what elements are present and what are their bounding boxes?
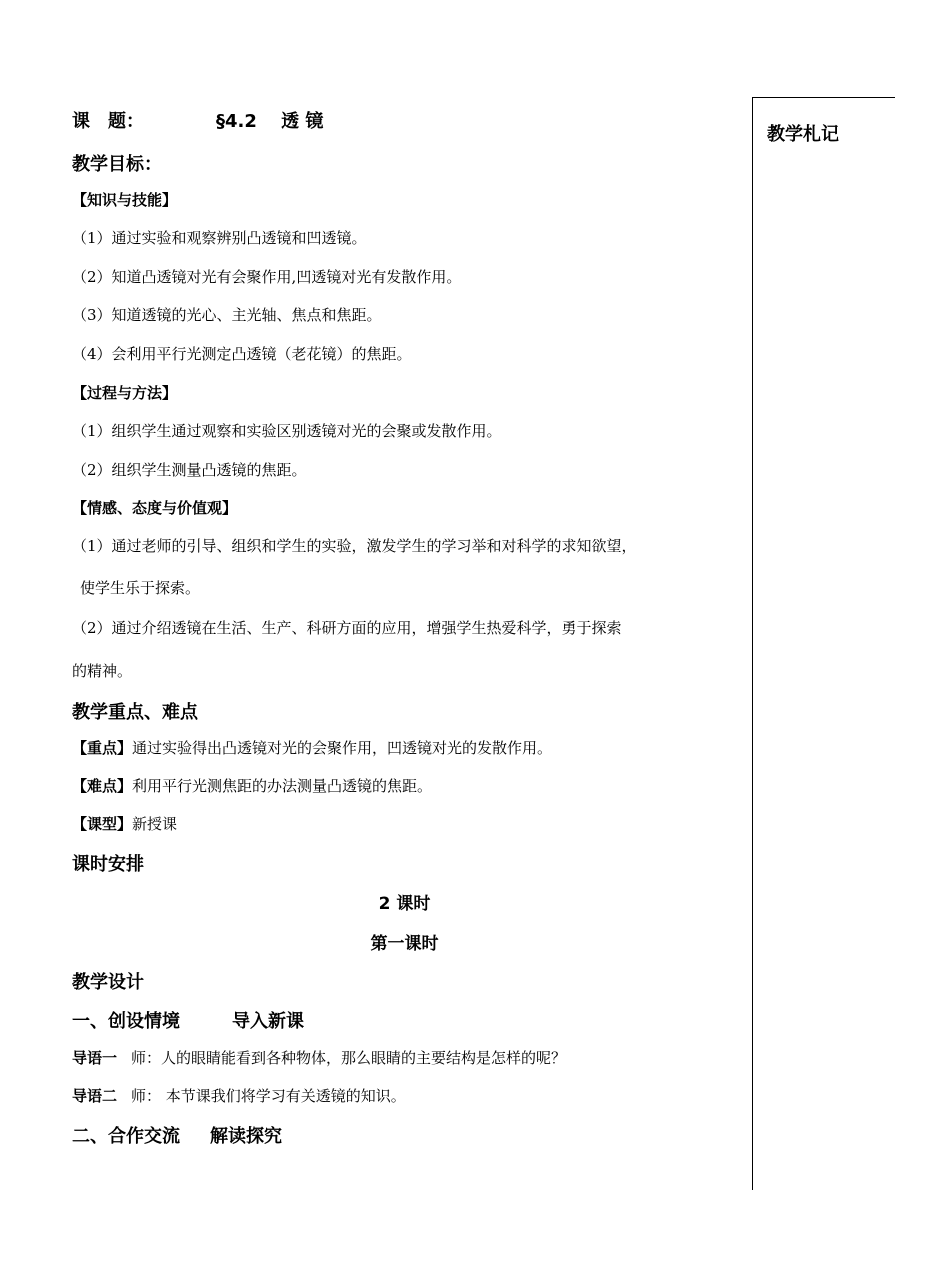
difficulty-label: 【难点】: [72, 777, 133, 795]
section-1-heading: [72, 1007, 304, 1033]
topic-value: §4.2 透 镜: [216, 111, 324, 132]
focus-text: 通过实验得出凸透镜对光的会聚作用，凹透镜对光的发散作用。: [132, 739, 553, 757]
objectives-heading: 教学目标：: [72, 154, 162, 175]
type-text: 新授课: [132, 815, 178, 833]
sidebar-left-rule: [752, 97, 753, 1190]
knowledge-item-3: （3）知道透镜的光心、主光轴、焦点和焦距。: [72, 306, 382, 324]
knowledge-item-4: （4）会利用平行光测定凸透镜（老花镜）的焦距。: [72, 345, 412, 363]
difficulty-line: [72, 775, 432, 796]
schedule-first-lesson: 第一课时: [370, 934, 439, 954]
lead-2-label: 导语二: [72, 1087, 118, 1105]
schedule-heading: 课时安排: [72, 854, 144, 875]
emotion-item-1-line-1: （1）通过老师的引导、组织和学生的实验，激发学生的学习举和对科学的求知欲望，: [72, 537, 637, 555]
teaching-notes-title: 教学札记: [767, 124, 839, 145]
section-1-title-a: 一、创设情境: [72, 1011, 180, 1032]
lead-1-label: 导语一: [72, 1049, 118, 1067]
process-item-1: （1）组织学生通过观察和实验区别透镜对光的会聚或发散作用。: [72, 422, 502, 440]
type-label: 【课型】: [72, 815, 133, 833]
sidebar-top-rule: [752, 97, 895, 98]
topic-line: [72, 107, 323, 133]
knowledge-label: 【知识与技能】: [72, 191, 178, 209]
emotion-label: 【情感、态度与价值观】: [72, 499, 238, 517]
section-2-heading: [72, 1122, 282, 1148]
section-2-title-a: 二、合作交流: [72, 1126, 180, 1147]
schedule-hours: 2 课时: [378, 894, 431, 914]
focus-label: 【重点】: [72, 739, 133, 757]
process-label: 【过程与方法】: [72, 384, 178, 402]
focus-line: [72, 737, 552, 758]
section-2-title-b: 解读探究: [210, 1126, 282, 1147]
difficulty-text: 利用平行光测焦距的办法测量凸透镜的焦距。: [132, 777, 433, 795]
lead-2-text: 师： 本节课我们将学习有关透镜的知识。: [131, 1087, 406, 1105]
lead-2-line: [72, 1085, 406, 1106]
emotion-item-2-line-2: 的精神。: [72, 662, 133, 680]
process-item-2: （2）组织学生测量凸透镜的焦距。: [72, 461, 307, 479]
knowledge-item-2: （2）知道凸透镜对光有会聚作用,凹透镜对光有发散作用。: [72, 268, 462, 286]
design-heading: 教学设计: [72, 972, 144, 993]
lead-1-text: 师：人的眼睛能看到各种物体，那么眼睛的主要结构是怎样的呢？: [131, 1049, 567, 1067]
topic-label: 课 题：: [72, 111, 144, 132]
lead-1-line: [72, 1047, 566, 1068]
emotion-item-1-line-2: 使学生乐于探索。: [80, 579, 201, 597]
type-line: [72, 813, 177, 834]
section-1-title-b: 导入新课: [232, 1011, 304, 1032]
knowledge-item-1: （1）通过实验和观察辨别凸透镜和凹透镜。: [72, 229, 367, 247]
key-points-heading: 教学重点、难点: [72, 702, 198, 723]
emotion-item-2-line-1: （2）通过介绍透镜在生活、生产、科研方面的应用，增强学生热爱科学，勇于探索: [72, 619, 622, 637]
